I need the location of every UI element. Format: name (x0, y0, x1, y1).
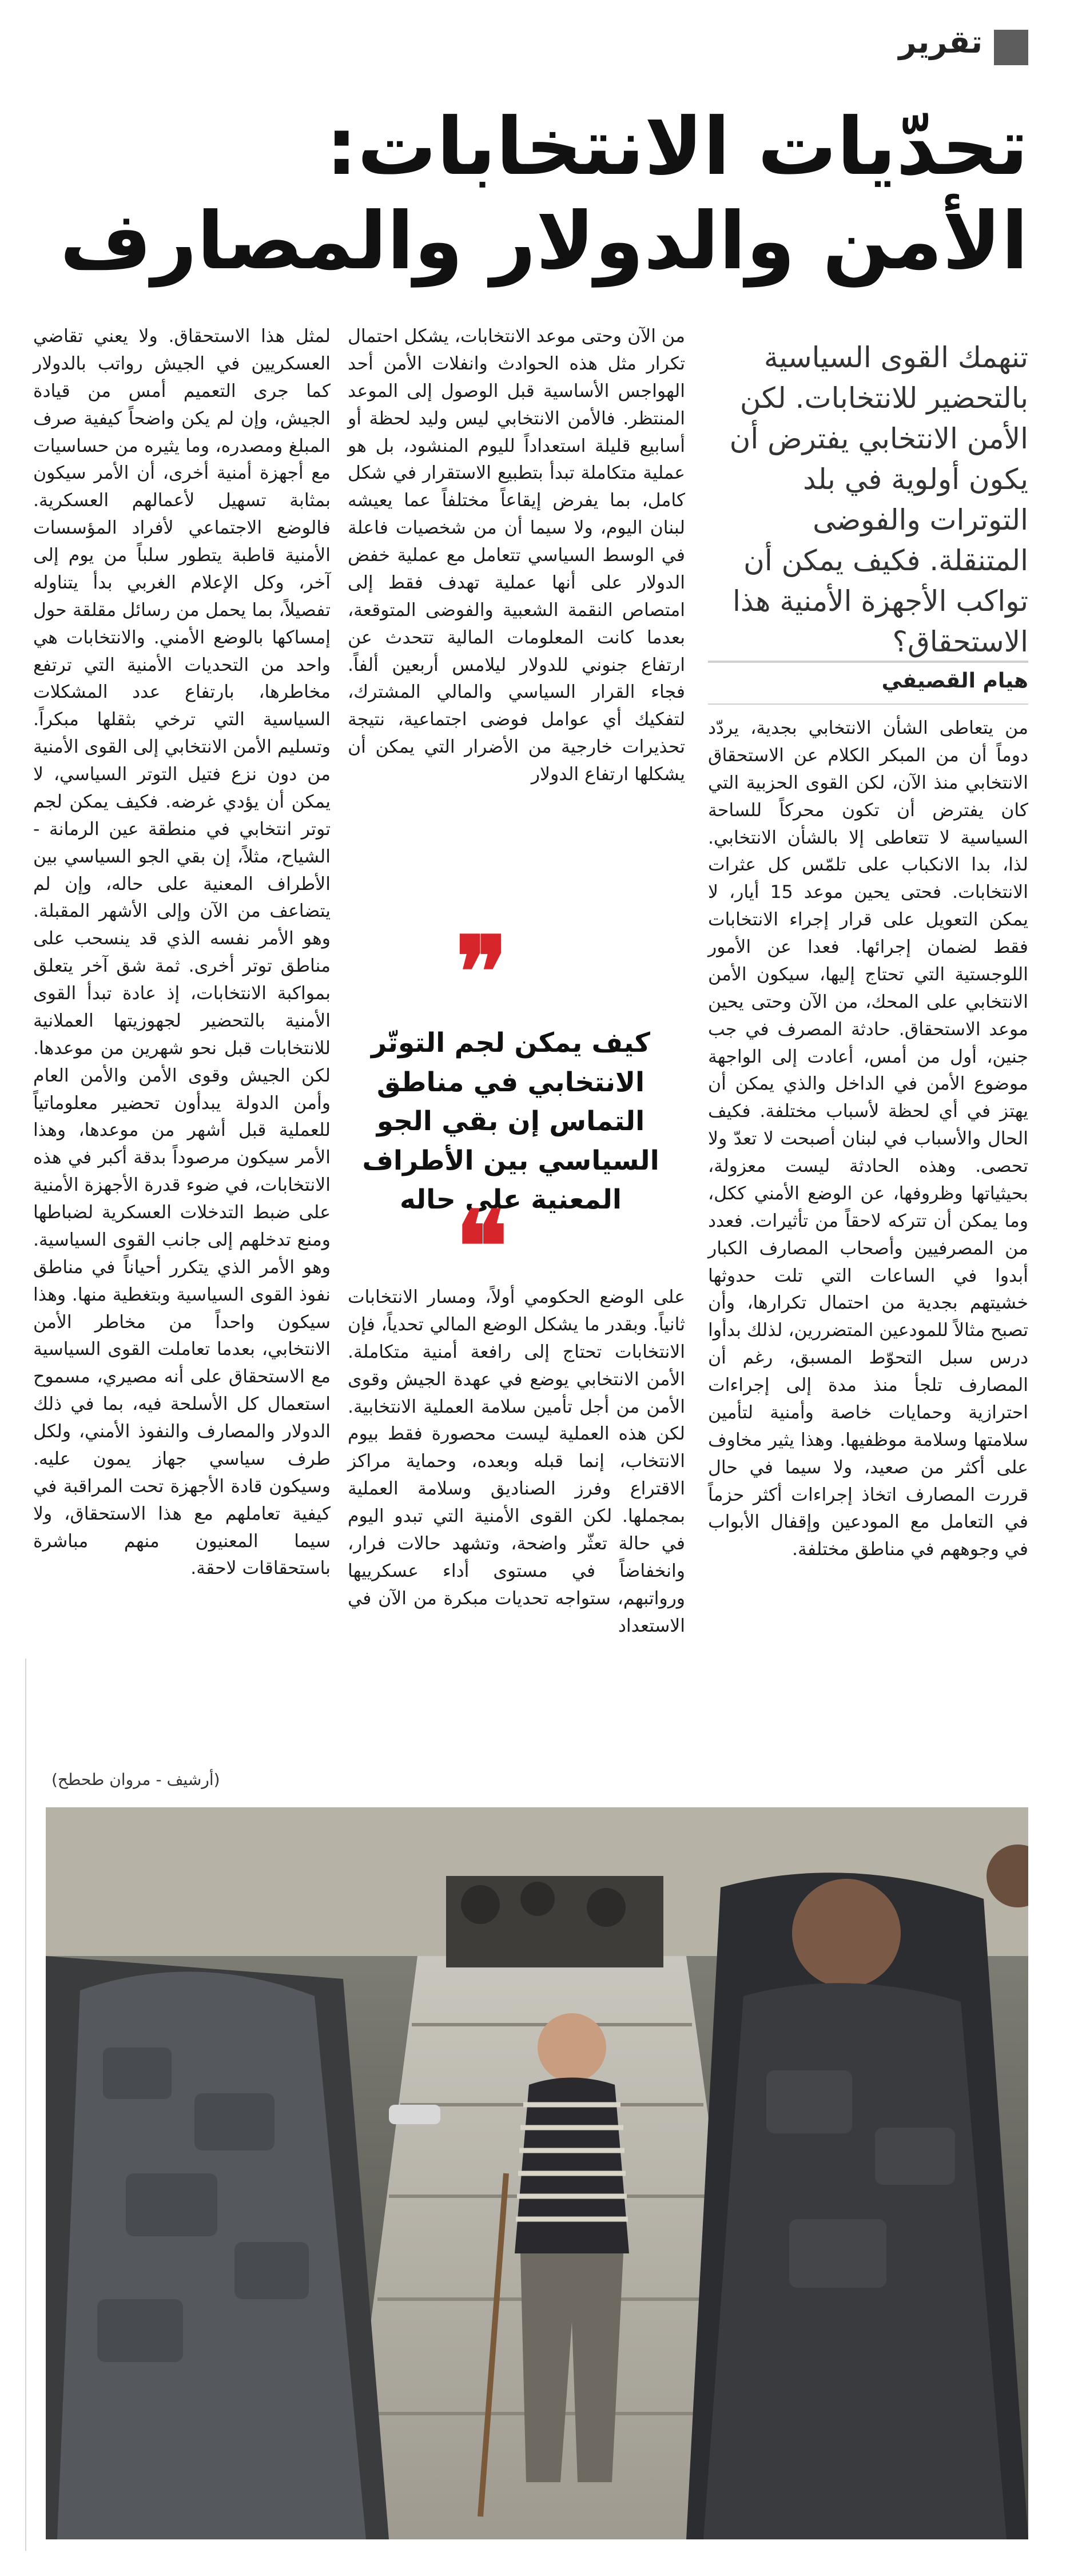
headline-line-1: تحدّيات الانتخابات: (325, 101, 1028, 193)
article-column-2-bottom (348, 1284, 685, 1640)
article-column-1 (708, 715, 1028, 1564)
article-column-2-top (348, 323, 685, 789)
article-column-3 (33, 323, 331, 1583)
headline-line-2: الأمن والدولار والمصارف (59, 195, 1028, 287)
section-marker (994, 30, 1028, 65)
photo-credit: (أرشيف - مروان طحطح) (51, 1770, 220, 1789)
byline-divider (708, 703, 1028, 705)
section-label: تقرير (898, 24, 982, 60)
byline: هيام القصيفي (881, 669, 1028, 693)
article-deck: تنهمك القوى السياسية بالتحضير للانتخابات. لكن الأمن الانتخابي يفترض أن يكون أولوية في بلد التوترات والفوضى المتنقلة. فكيف يمكن أن تواكب الأجهزة الأمنية هذا الاستحقاق؟ (729, 341, 1028, 658)
page-edge-rule (25, 1659, 26, 2551)
news-photo (46, 1807, 1028, 2539)
quote-close-icon: ❝ (455, 1190, 508, 1304)
deck-divider (708, 661, 1028, 663)
column-3-text: لمثل هذا الاستحقاق. ولا يعني تقاضي العسكريين في الجيش رواتب بالدولار كما جرى التعميم أمس من قيادة الجيش، وإن لم يكن واضحاً كيفية صرف المبلغ ومصدره، وما يثيره من حساسيات مع أجهزة أمنية أخرى، أن الأمر سيكون بمثابة تسهيل لأعمالهم العسكرية. فالوضع الاجتماعي لأفراد المؤسسات الأمنية قاطبة يتطور سلباً من يوم إلى آخر، وكل الإعلام الغربي بدأ يتناوله تفصيلاً، بما يحمل من رسائل مقلقة حول إمساكها بالوضع الأمني. والانتخابات هي واحد من التحديات الأمنية التي ترتفع مخاطرها، بارتفاع عدد المشكلات السياسية التي ترخي بثقلها مبكراً. وتسليم الأمن الانتخابي إلى القوى الأمنية من دون نزع فتيل التوتر السياسي، لا يمكن أن يؤدي غرضه. فكيف يمكن لجم توتر انتخابي في منطقة عين الرمانة - الشياح، مثلاً، إن بقي الجو السياسي بين الأطراف المعنية على حاله، وإن لم يتضاعف من الآن وإلى الأشهر المقبلة. وهو الأمر نفسه الذي قد ينسحب على مناطق توتر أخرى. ثمة شق آخر يتعلق بمواكبة الانتخابات، إذ عادة تبدأ القوى الأمنية بالتحضير لجهوزيتها العملانية للانتخابات قبل نحو شهرين من موعدها. لكن الجيش وقوى الأمن والأمن العام وأمن الدولة يبدأون تحضير معلوماتياً للعملية قبل أشهر من موعدها، وهذا الأمر سيكون مرصوداً بدقة أكبر في هذه الانتخابات، في ضوء قدرة الأجهزة الأمنية على ضبط التدخلات العسكرية لضباطها ومنع تدخلهم إلى جانب القوى السياسية. وهو الأمر الذي يتكرر أحياناً في مناطق نفوذ القوى السياسية وبتغطية منها. وهذا سيكون واحداً من مخاطر الأمن الانتخابي، بعدما تعاملت القوى السياسية مع الاستحقاق على أنه مصيري، مسموح استعمال كل الأسلحة فيه، بما في ذلك الدولار والمصارف والنفوذ الأمني، ولكل طرف سياسي جهاز يمون عليه. وسيكون قادة الأجهزة تحت المراقبة في كيفية تعاملهم مع هذا الاستحقاق، ولا سيما المعنيون منهم مباشرة باستحقاقات لاحقة. (33, 326, 331, 1579)
column-2-top-text: من الآن وحتى موعد الانتخابات، يشكل احتمال تكرار مثل هذه الحوادث وانفلات الأمن أحد الهواجس الأساسية قبل الوصول إلى الموعد المنتظر. فالأمن الانتخابي ليس وليد لحظة أو أسابيع قليلة استعداداً لليوم المنشود، بل هو عملية متكاملة تبدأ بتطبيع الاستقرار في شكل كامل، بما يفرض إيقاعاً مختلفاً عما يعيشه لبنان اليوم، ولا سيما أن من شخصيات فاعلة في الوسط السياسي تتعامل مع عملية خفض الدولار على أنها عملية تهدف فقط إلى امتصاص النقمة الشعبية والفوضى المتوقعة، بعدما كانت المعلومات المالية تتحدث عن ارتفاع جنوني للدولار ليلامس أربعين ألفاً. فجاء القرار السياسي والمالي المشترك، لتفكيك أي عوامل فوضى اجتماعية، نتيجة تحذيرات خارجية من الأضرار التي يمكن أن يشكلها ارتفاع الدولار (348, 326, 685, 785)
pull-quote: كيف يمكن لجم التوتّر الانتخابي في مناطق التماس إن بقي الجو السياسي بين الأطراف المعنية على حاله (362, 1027, 659, 1216)
quote-open-icon: ❞ (455, 915, 508, 1029)
column-1-text: من يتعاطى الشأن الانتخابي بجدية، يردّد دوماً أن من المبكر الكلام عن الاستحقاق الانتخابي منذ الآن، لكن القوى الحزبية التي كان يفترض أن تكون محركاً للساحة السياسية لا تتعاطى إلا بالشأن الانتخابي. لذا، بدا الانكباب على تلمّس كل عثرات الانتخابات. فحتى يحين موعد 15 أيار، لا يمكن التعويل على قرار إجراء الانتخابات فقط لضمان إجرائها. فعدا عن الأمور اللوجستية التي تحتاج إليها، سيكون الأمن الانتخابي على المحك، من الآن وحتى يحين موعد الاستحقاق. حادثة المصرف في جب جنين، أول من أمس، أعادت إلى الواجهة موضوع الأمن في الداخل والذي يمكن أن يهتز في أي لحظة لأسباب مختلفة. فكيف الحال والأسباب في لبنان أصبحت لا تعدّ ولا تحصى. وهذه الحادثة ليست معزولة، بحيثياتها وظروفها، عن الوضع الأمني ككل، وما يمكن أن تتركه لاحقاً من تأثيرات. فعدد من المصرفيين وأصحاب المصارف الكبار أبدوا في الساعات التي تلت حدوثها خشيتهم بجدية من احتمال تكرارها، وأن تصبح مثالاً للمودعين المتضررين، لذلك بدأوا درس سبل التحوّط المسبق، رغم أن المصارف تلجأ منذ مدة إلى إجراءات احترازية وحمايات خاصة وأمنية لتأمين سلامتها وسلامة موظفيها. وهذا يثير مخاوف على أكثر من صعيد، ولا سيما في حال قررت المصارف اتخاذ إجراءات أكثر حزماً في التعامل مع المودعين وإقفال الأبواب في وجوههم في مناطق مختلفة. (708, 718, 1028, 1560)
column-2-bottom-text: على الوضع الحكومي أولاً، ومسار الانتخابات ثانياً. وبقدر ما يشكل الوضع المالي تحدياً، فإن الانتخابات تحتاج إلى رافعة أمنية متكاملة. الأمن الانتخابي يوضع في عهدة الجيش وقوى الأمن من أجل تأمين سلامة العملية الانتخابية. لكن هذه العملية ليست محصورة فقط بيوم الانتخاب، إنما قبله وبعده، وحماية مراكز الاقتراع وفرز الصناديق وسلامة العملية بمجملها. لكن القوى الأمنية التي تبدو اليوم في حالة تعثّر واضحة، وتشهد حالات فرار، وانخفاضاً في مستوى أداء عسكرييها ورواتبهم، ستواجه تحديات مبكرة من الآن في الاستعداد (348, 1287, 685, 1636)
